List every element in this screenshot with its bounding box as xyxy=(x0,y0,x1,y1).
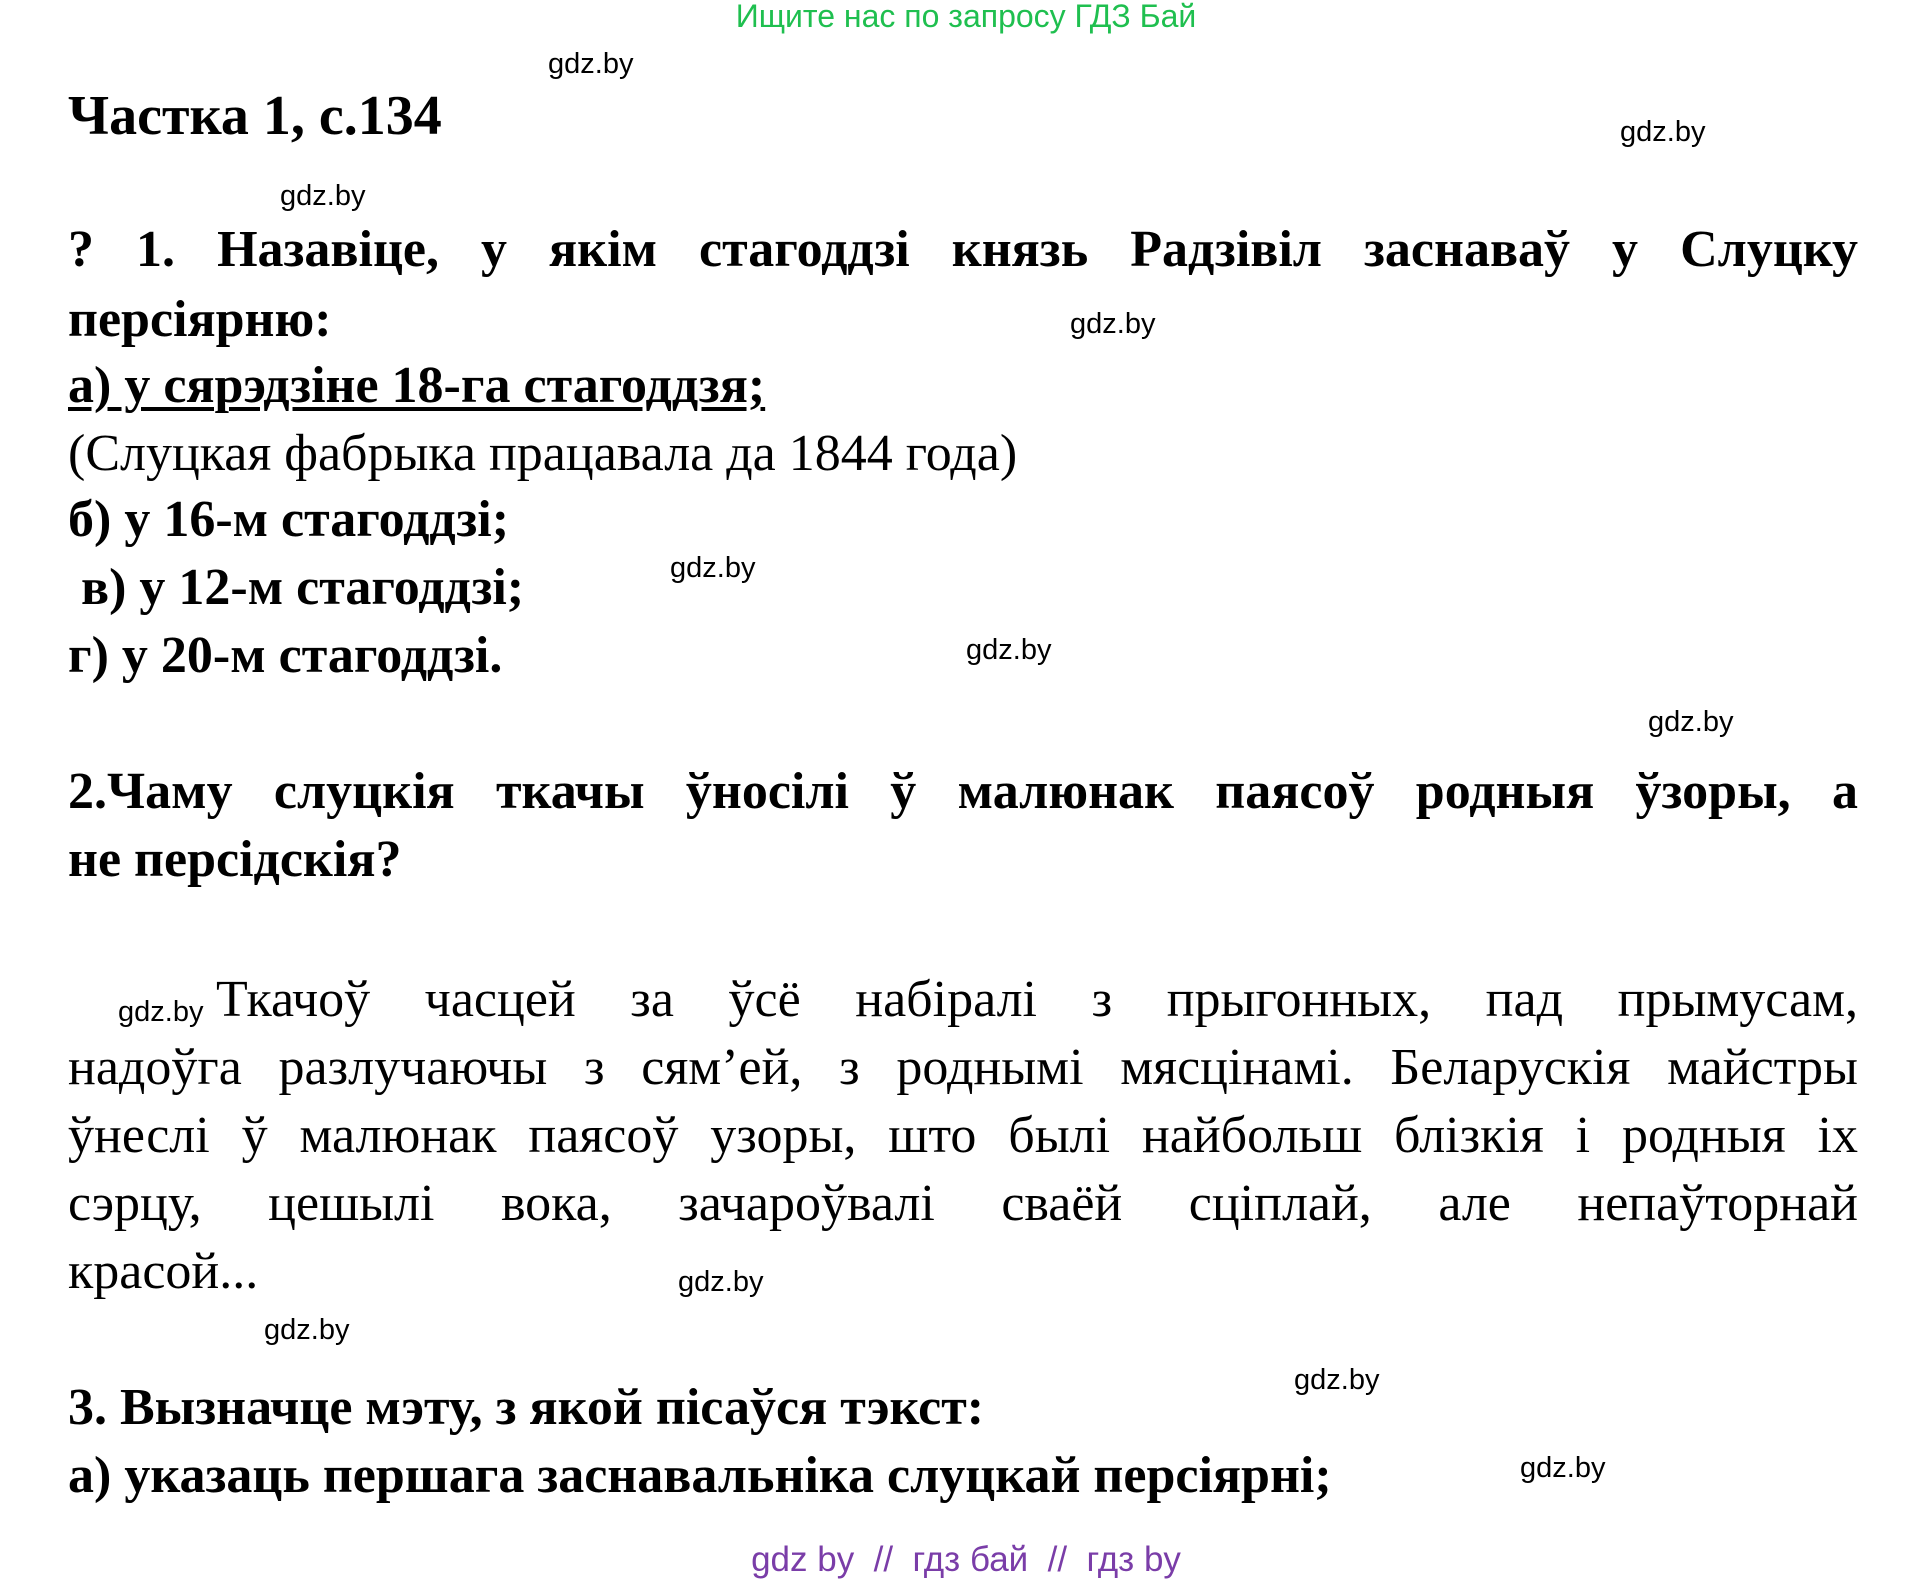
answer-2-line: красой... xyxy=(68,1243,259,1300)
watermark: gdz.by xyxy=(966,634,1052,666)
watermark: gdz.by xyxy=(1620,116,1706,148)
watermark: gdz.by xyxy=(280,180,366,212)
question-1-text: ? 1. Назавіце, у якім стагоддзі князь Радзівіл заснаваў у Слуцку xyxy=(68,221,1858,278)
top-banner: Ищите нас по запросу ГДЗ Бай xyxy=(735,0,1197,34)
question-1-option-b: б) у 16-м стагоддзі; xyxy=(68,491,510,548)
question-1-option-v: в) у 12-м стагоддзі; xyxy=(68,559,525,616)
question-1-option-a-answer: а) у сярэдзіне 18-га стагоддзя; xyxy=(68,357,766,414)
answer-2-line: надоўга разлучаючы з сям’ей, з роднымі мясцінамі. Беларускія майстры xyxy=(68,1039,1858,1096)
answer-2-line: Ткачоў часцей за ўсё набіралі з прыгонных, пад прымусам, xyxy=(216,971,1858,1028)
watermark: gdz.by xyxy=(118,996,204,1028)
watermark: gdz.by xyxy=(678,1266,764,1298)
watermark: gdz.by xyxy=(1648,706,1734,738)
answer-2-line: сэрцу, цешылі вока, зачароўвалі сваёй сціплай, але непаўторнай xyxy=(68,1175,1858,1232)
watermark: gdz.by xyxy=(1520,1452,1606,1484)
question-1-note: (Слуцкая фабрыка працавала да 1844 года) xyxy=(68,425,1018,482)
watermark: gdz.by xyxy=(670,552,756,584)
watermark: gdz.by xyxy=(1294,1364,1380,1396)
question-2-text: 2.Чаму слуцкія ткачы ўносілі ў малюнак паясоў родныя ўзоры, а xyxy=(68,763,1858,820)
bottom-banner: gdz by // гдз бай // гдз by xyxy=(751,1540,1181,1579)
watermark: gdz.by xyxy=(1070,308,1156,340)
question-3-text: 3. Вызначце мэту, з якой пісаўся тэкст: xyxy=(68,1379,985,1436)
watermark: gdz.by xyxy=(264,1314,350,1346)
question-1-option-g: г) у 20-м стагоддзі. xyxy=(68,627,503,684)
question-1-text-cont: персіярню: xyxy=(68,291,332,348)
answer-2-line: ўнеслі ў малюнак паясоў узоры, што былі найбольш блізкія і родныя іх xyxy=(68,1107,1858,1164)
page-title: Частка 1, с.134 xyxy=(68,85,442,147)
watermark: gdz.by xyxy=(548,48,634,80)
question-3-option-a: а) указаць першага заснавальніка слуцкай персіярні; xyxy=(68,1447,1332,1504)
question-2-text-cont: не персідскія? xyxy=(68,831,402,888)
